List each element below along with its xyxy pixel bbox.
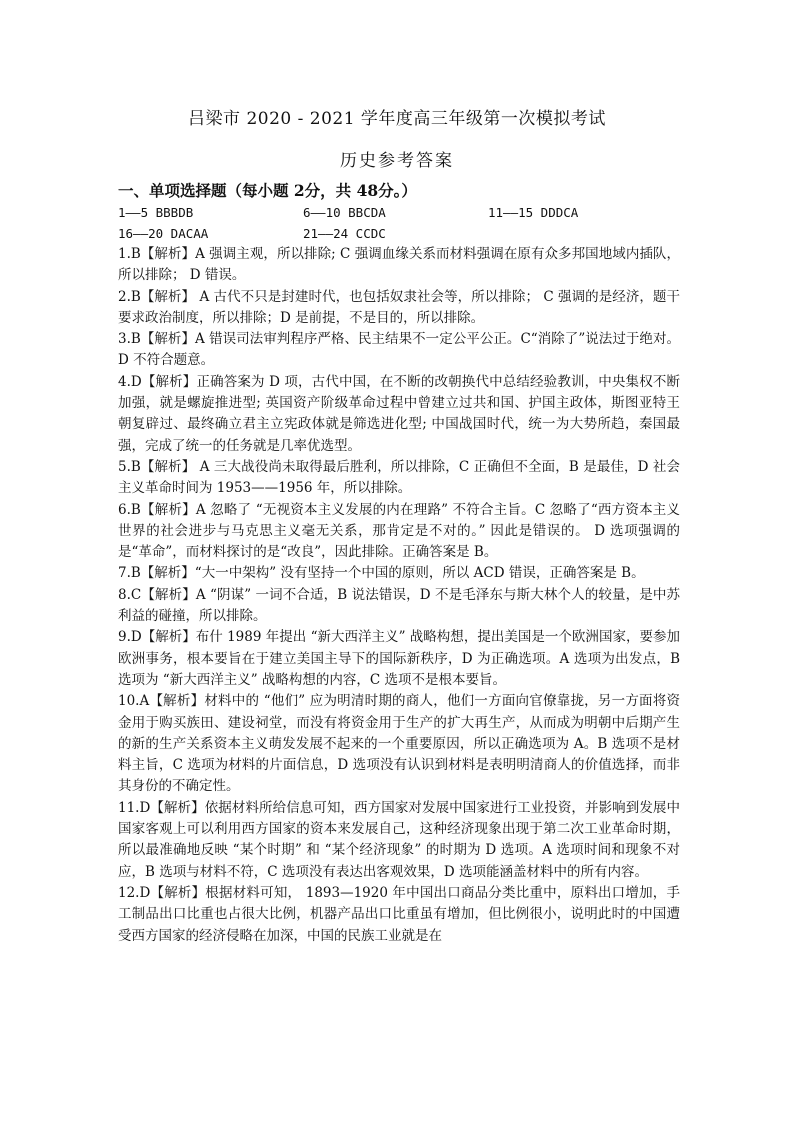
answer-group: 6——10 BBCDA xyxy=(303,205,386,220)
explanation-item: 5.B【解析】 A 三大战役尚未取得最后胜利，所以排除，C 正确但不全面，B 是最佳，D 社会主义革命时间为 1953——1956 年，所以排除。 xyxy=(118,458,680,497)
explanation-item: 4.D【解析】正确答案为 D 项，古代中国，在不断的改朝换代中总结经验教训，中央集权不断加强，就是螺旋推进型; 英国资产阶级革命过程中曾建立过共和国、护国主政体，斯图亚特王朝复辟过、最终确立君主立宪政体就是筛选进化型; 中国战国时代，统一为大势所趋，秦国最强，完成了统一的任务就是几率优选型。 xyxy=(118,373,680,454)
answer-group: 11——15 DDDCA xyxy=(488,205,579,220)
explanation-item: 6.B【解析】A 忽略了 “无视资本主义发展的内在理路” 不符合主旨。C 忽略了“西方资本主义世界的社会进步与马克思主义毫无关系，那肯定是不对的。” 因此是错误的。 D 选项强调的是“革命”，而材料探讨的是“改良”，因此排除。正确答案是 B。 xyxy=(118,501,680,561)
explanation-item: 3.B【解析】A 错误司法审判程序严格、民主结果不一定公平公正。C“消除了”说法过于绝对。D 不符合题意。 xyxy=(118,331,680,369)
explanation-item: 1.B【解析】A 强调主观，所以排除; C 强调血缘关系而材料强调在原有众多邦国地域内插队，所以排除； D 错误。 xyxy=(118,246,680,284)
explanation-item: 12.D【解析】根据材料可知， 1893—1920 年中国出口商品分类比重中，原料出口增加，手工制品出口比重也占很大比例，机器产品出口比重虽有增加，但比例很小，说明此时的中国遭受西方国家的经济侵略在加深，中国的民族工业就是在 xyxy=(118,884,680,944)
explanation-item: 8.C【解析】A “阴谋” 一词不合适，B 说法错误，D 不是毛泽东与斯大林个人的较量，是中苏利益的碰撞，所以排除。 xyxy=(118,586,680,625)
content-area xyxy=(118,180,680,947)
document-title: 吕梁市 2020 - 2021 学年度高三年级第一次模拟考试 xyxy=(188,109,606,129)
explanation-item: 7.B【解析】“大一中架构” 没有坚持一个中国的原则，所以 ACD 错误，正确答案是 B。 xyxy=(118,565,645,582)
explanation-item: 10.A【解析】材料中的 “他们” 应为明清时期的商人，他们一方面向官僚靠拢，另一方面将资金用于购买族田、建设祠堂，而没有将资金用于生产的扩大再生产，从而成为明朝中后期产生的新的生产关系资本主义萌发发展不起来的一个重要原因，所以正确选项为 A。B 选项不是材料主旨，C 选项为材料的片面信息，D 选项没有认识到材料是表明明清商人的价值选择，而非其身份的不确定性。 xyxy=(118,693,680,795)
answer-group: 21——24 CCDC xyxy=(303,226,386,241)
answer-group: 1——5 BBBDB xyxy=(118,205,194,220)
explanation-item: 11.D【解析】依据材料所给信息可知，西方国家对发展中国家进行工业投资，并影响到发展中国家客观上可以利用西方国家的资本来发展自己，这种经济现象出现于第二次工业革命时期，所以最准确地反映 “某个时期” 和 “某个经济现象” 的时期为 D 选项。A 选项时间和现象不对应，B 选项与材料不符，C 选项没有表达出客观效果，D 选项能涵盖材料中的所有内容。 xyxy=(118,799,680,880)
answer-row-1 xyxy=(118,202,680,223)
explanation-item: 9.D【解析】布什 1989 年提出 “新大西洋主义” 战略构想，提出美国是一个欧洲国家，要参加欧洲事务，根本要旨在于建立美国主导下的国际新秩序，D 为正确选项。A 选项为出发点，B 选项为 “新大西洋主义” 战略构想的内容，C 选项不是根本要旨。 xyxy=(118,629,680,688)
document-subtitle: 历史参考答案 xyxy=(340,151,454,171)
explanation-item: 2.B【解析】 A 古代不只是封建时代，也包括奴隶社会等，所以排除； C 强调的是经济，题干要求政治制度，所以排除；D 是前提，不是目的，所以排除。 xyxy=(118,288,680,326)
section-heading: 一、单项选择题（每小题 2分，共 48分。） xyxy=(118,181,417,200)
explanation-list xyxy=(118,244,680,947)
answer-row-2 xyxy=(118,223,680,244)
answer-group: 16——20 DACAA xyxy=(118,226,209,241)
